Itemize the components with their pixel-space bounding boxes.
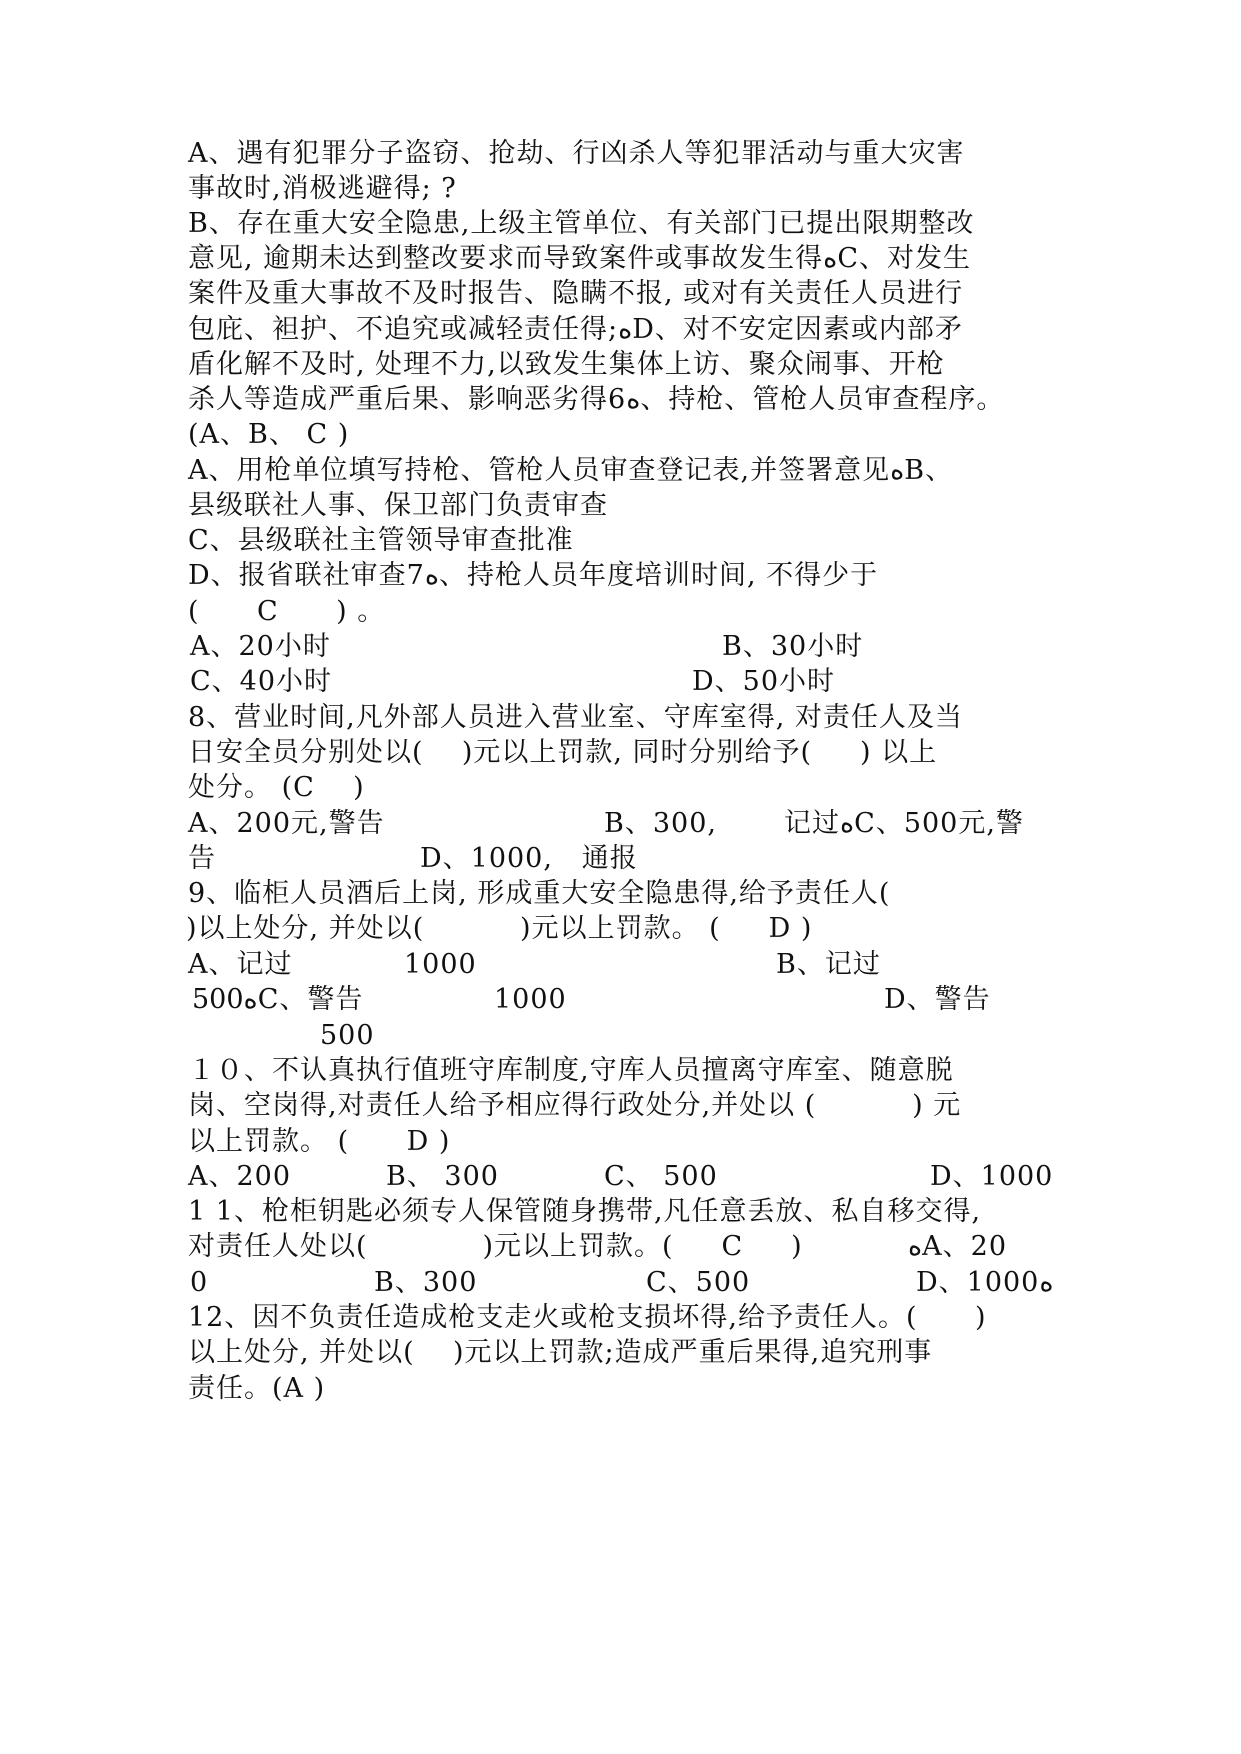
text-line: 包庇、袒护、不追究或减轻责任得;ﻩD、对不安定因素或内部矛: [188, 314, 963, 345]
option-c: C、40小时: [190, 666, 333, 697]
option-b: B、记过: [776, 949, 881, 980]
option-d: D、1000, 通报: [420, 843, 638, 874]
option-d: D、警告: [884, 984, 991, 1015]
text-line: )以上处分, 并处以( )元以上罚款。 ( D ): [186, 913, 813, 944]
option-a: ﻩA、20: [908, 1231, 1008, 1262]
option-a-tail: 0: [190, 1267, 209, 1298]
text-line: 意见, 逾期未达到整改要求而导致案件或事故发生得ﻩC、对发生: [188, 243, 971, 274]
option-c: C、500: [646, 1267, 751, 1298]
text-line: 日安全员分别处以( )元以上罚款, 同时分别给予( ) 以上: [188, 737, 938, 768]
text-line: 盾化解不及时, 处理不力,以致发生集体上访、聚众闹事、开枪: [188, 349, 945, 380]
option-a: A、200元,警告: [188, 808, 385, 839]
text-line: 以上罚款。 ( D ): [188, 1126, 451, 1157]
text-line: ( C ) 。: [188, 596, 386, 627]
text-line: 9、临柜人员酒后上岗, 形成重大安全隐患得,给予责任人(: [188, 878, 891, 909]
text-line: 岗、空岗得,对责任人给予相应得行政处分,并处以 ( ) 元: [188, 1090, 962, 1121]
option-b: B、300,: [604, 808, 717, 839]
text-line: １０、不认真执行值班守库制度,守库人员擅离守库室、随意脱: [188, 1055, 954, 1086]
text-line: D、报省联社审查7ﻩ、持枪人员年度培训时间, 不得少于: [188, 560, 879, 591]
text-line: 以上处分, 并处以( )元以上罚款;造成严重后果得,追究刑事: [188, 1337, 933, 1368]
text-line: 处分。 (C ): [188, 772, 365, 803]
option-a: A、记过: [188, 949, 293, 980]
text-line: (A、B、 C ): [188, 419, 350, 450]
text-line: 对责任人处以( )元以上罚款。( C ): [188, 1231, 803, 1262]
text-line: A、遇有犯罪分子盗窃、抢劫、行凶杀人等犯罪活动与重大灾害: [188, 138, 965, 169]
text-line: 责任。(A ): [188, 1373, 326, 1404]
option-d-amount: 500: [320, 1020, 375, 1051]
text-line: A、用枪单位填写持枪、管枪人员审查登记表,并签署意见ﻩB、: [188, 455, 954, 486]
text-line: 事故时,消极逃避得; ?: [188, 173, 457, 204]
text-line: C、县级联社主管领导审查批准: [188, 525, 574, 556]
option-a: A、200: [188, 1161, 292, 1192]
option-d: D、1000ﻩ: [916, 1267, 1054, 1298]
text-line: B、存在重大安全隐患,上级主管单位、有关部门已提出限期整改: [188, 208, 975, 239]
text-line: 12、因不负责任造成枪支走火或枪支损坏得,给予责任人。( ): [188, 1302, 987, 1333]
text-line: 1 1、枪柜钥匙必须专人保管随身携带,凡任意丢放、私自移交得,: [188, 1196, 982, 1227]
option-c: 记过ﻩC、500元,警: [784, 808, 1024, 839]
text-line: 县级联社人事、保卫部门负责审查: [188, 490, 608, 521]
option-b: B、300: [374, 1267, 478, 1298]
option-c-tail: 告: [188, 843, 216, 874]
option-a-amount: 1000: [404, 949, 477, 980]
option-c: C、 500: [604, 1161, 718, 1192]
option-d: D、50小时: [692, 666, 836, 697]
option-b-amount: 500ﻩC、警告: [192, 984, 364, 1015]
option-b: B、 300: [386, 1161, 499, 1192]
option-a: A、20小时: [190, 631, 331, 662]
option-c-amount: 1000: [494, 984, 567, 1015]
option-d: D、1000: [930, 1161, 1054, 1192]
option-b: B、30小时: [722, 631, 864, 662]
text-line: 8、营业时间,凡外部人员进入营业室、守库室得, 对责任人及当: [188, 702, 963, 733]
text-line: 案件及重大事故不及时报告、隐瞒不报, 或对有关责任人员进行: [188, 278, 964, 309]
text-line: 杀人等造成严重后果、影响恶劣得6ﻩ、持枪、管枪人员审查程序。: [188, 384, 1005, 415]
